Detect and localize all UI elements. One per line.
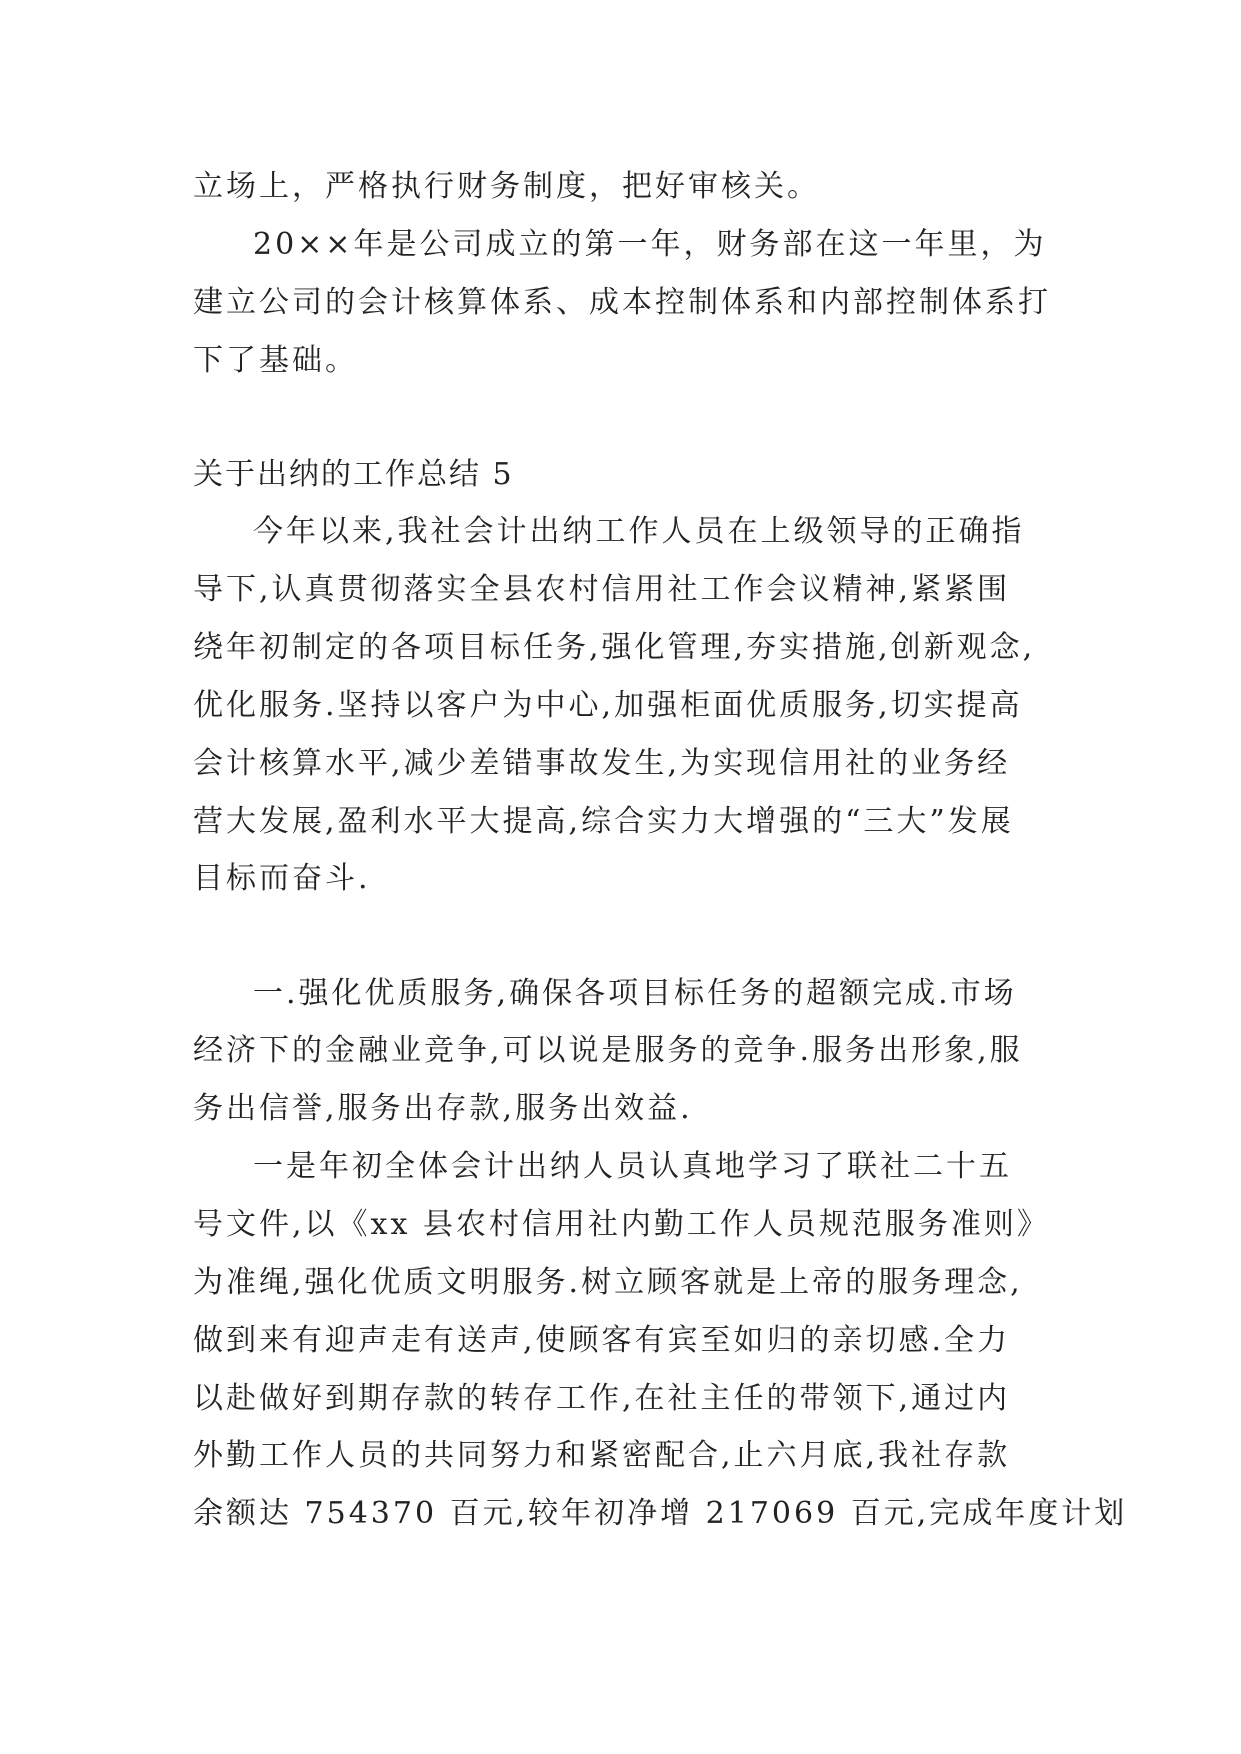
paragraph-line: 一是年初全体会计出纳人员认真地学习了联社二十五	[253, 1149, 1012, 1184]
paragraph-line: 会计核算水平,减少差错事故发生,为实现信用社的业务经	[193, 746, 1011, 781]
paragraph-line: 20××年是公司成立的第一年，财务部在这一年里，为	[253, 227, 1047, 262]
paragraph-line: 导下,认真贯彻落实全县农村信用社工作会议精神,紧紧围	[193, 572, 1011, 607]
paragraph-line: 营大发展,盈利水平大提高,综合实力大增强的“三大”发展	[193, 804, 1014, 839]
paragraph-line: 建立公司的会计核算体系、成本控制体系和内部控制体系打	[193, 285, 1051, 320]
paragraph-line: 今年以来,我社会计出纳工作人员在上级领导的正确指	[253, 514, 1025, 549]
section-heading: 关于出纳的工作总结 5	[193, 457, 514, 492]
paragraph-line: 务出信誉,服务出存款,服务出效益.	[193, 1091, 693, 1126]
paragraph-line: 为准绳,强化优质文明服务.树立顾客就是上帝的服务理念,	[193, 1265, 1023, 1300]
paragraph-line: 目标而奋斗.	[193, 861, 371, 896]
paragraph-line: 号文件,以《xx 县农村信用社内勤工作人员规范服务准则》	[193, 1207, 1050, 1242]
paragraph-line: 经济下的金融业竞争,可以说是服务的竞争.服务出形象,服	[193, 1033, 1023, 1068]
paragraph-line: 绕年初制定的各项目标任务,强化管理,夯实措施,创新观念,	[193, 630, 1036, 665]
paragraph-line: 优化服务.坚持以客户为中心,加强柜面优质服务,切实提高	[193, 688, 1023, 723]
paragraph-line: 余额达 754370 百元,较年初净增 217069 百元,完成年度计划	[193, 1496, 1128, 1531]
paragraph-line: 外勤工作人员的共同努力和紧密配合,止六月底,我社存款	[193, 1438, 1011, 1473]
paragraph-line: 做到来有迎声走有送声,使顾客有宾至如归的亲切感.全力	[193, 1323, 1011, 1358]
paragraph-line: 一.强化优质服务,确保各项目标任务的超额完成.市场	[253, 976, 1017, 1011]
paragraph-line: 以赴做好到期存款的转存工作,在社主任的带领下,通过内	[193, 1381, 1011, 1416]
paragraph-line: 下了基础。	[193, 343, 358, 378]
paragraph-line: 立场上，严格执行财务制度，把好审核关。	[193, 169, 820, 204]
